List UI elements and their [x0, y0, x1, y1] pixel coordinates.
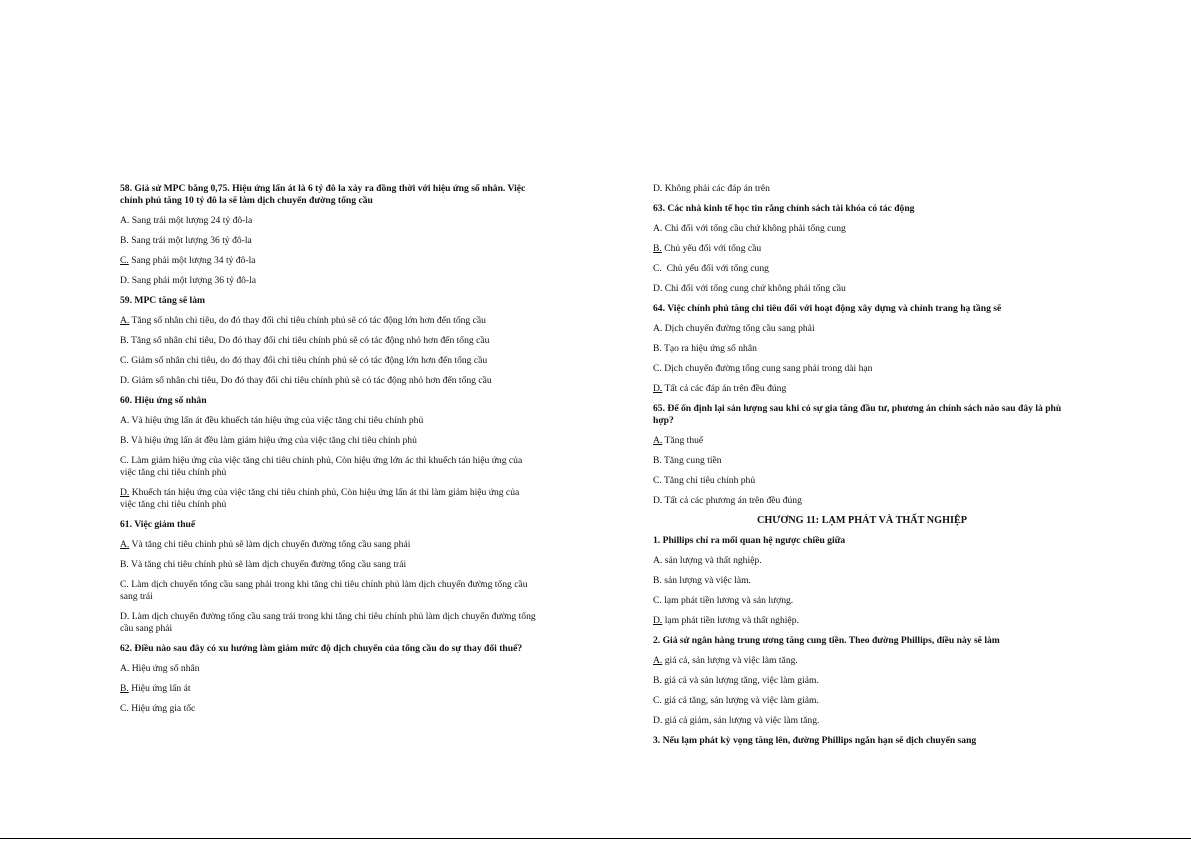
option-text: Chủ yếu đối với tổng cầu — [661, 243, 762, 254]
option-letter: D. — [653, 615, 663, 626]
option-letter: D. — [653, 283, 663, 294]
answer-option — [653, 455, 1071, 467]
question-text: 59. MPC tăng sẽ làm — [120, 295, 205, 306]
question-text: 64. Việc chính phủ tăng chi tiêu đối với hoạt động xây dựng và chỉnh trang hạ tầng sẽ — [653, 303, 1002, 314]
option-letter: D. — [120, 487, 130, 498]
answer-option — [653, 695, 1071, 707]
answer-option — [653, 363, 1071, 375]
answer-option — [120, 355, 536, 367]
option-letter: B. — [120, 683, 129, 694]
answer-option — [653, 715, 1071, 727]
option-text: Tất cả các phương án trên đều đúng — [662, 495, 802, 506]
option-text: Sang phải một lượng 36 tỷ đô-la — [129, 275, 257, 286]
answer-option — [653, 615, 1071, 627]
option-text: giá cả giảm, sản lượng và việc làm tăng. — [662, 715, 820, 726]
option-text: Dịch chuyển đường tổng cung sang phải trong dài hạn — [661, 363, 873, 374]
answer-option — [653, 475, 1071, 487]
option-letter: D. — [653, 383, 663, 394]
option-text: Và tăng chi tiêu chính phủ sẽ làm dịch chuyển đường tổng cầu sang trái — [128, 559, 407, 570]
option-letter: A. — [120, 415, 130, 426]
answer-option — [653, 595, 1071, 607]
option-text: Tất cả các đáp án trên đều đúng — [662, 383, 787, 394]
question-text: 62. Điều nào sau đây có xu hướng làm giảm mức độ dịch chuyển của tổng cầu do sự thay đổi thuế? — [120, 643, 523, 654]
question-text: 65. Để ổn định lại sản lượng sau khi có sự gia tăng đầu tư, phương án chính sách nào sau đây là phù hợp? — [653, 403, 1062, 426]
option-letter: C. — [653, 263, 662, 274]
option-letter: C. — [120, 355, 129, 366]
answer-option — [653, 323, 1071, 335]
option-letter: C. — [653, 363, 662, 374]
option-text: Làm dịch chuyển đường tổng cầu sang trái trong khi tăng chi tiêu chính phủ làm dịch chuyển đường tổng cầu sang phải — [120, 611, 539, 634]
answer-option — [653, 243, 1071, 255]
answer-option — [120, 539, 536, 551]
option-letter: C. — [120, 255, 129, 266]
answer-option — [653, 555, 1071, 567]
option-letter: A. — [120, 663, 130, 674]
answer-option — [120, 435, 536, 447]
option-text: Sang trái một lượng 36 tỷ đô-la — [128, 235, 252, 246]
answer-option — [120, 275, 536, 287]
option-text: sản lượng và việc làm. — [661, 575, 751, 586]
option-letter: B. — [120, 559, 129, 570]
answer-option — [653, 283, 1071, 295]
option-text: Chỉ đối với tổng cung chứ không phải tổng cầu — [662, 283, 846, 294]
option-text: Và tăng chi tiêu chính phủ sẽ làm dịch chuyển đường tổng cầu sang phải — [129, 539, 411, 550]
answer-option — [120, 315, 536, 327]
option-letter: D. — [653, 183, 663, 194]
option-text: lạm phát tiền lương và thất nghiệp. — [662, 615, 799, 626]
question-text: 61. Việc giảm thuế — [120, 519, 196, 530]
question-text: 3. Nếu lạm phát kỳ vọng tăng lên, đường Phillips ngắn hạn sẽ dịch chuyển sang — [653, 735, 977, 746]
option-letter: A. — [120, 539, 130, 550]
option-text: Và hiệu ứng lấn át đều làm giảm hiệu ứng của việc tăng chi tiêu chính phủ — [128, 435, 417, 446]
option-text: giá cả, sản lượng và việc làm tăng. — [662, 655, 798, 666]
option-letter: B. — [653, 575, 662, 586]
question-text: 1. Phillips chỉ ra mối quan hệ ngược chiều giữa — [653, 535, 846, 546]
option-text: Giảm số nhân chi tiêu, do đó thay đổi chi tiêu chính phủ sẽ có tác động lớn hơn đến tổng cầu — [128, 355, 488, 366]
option-text: Sang phải một lượng 34 tỷ đô-la — [128, 255, 256, 266]
option-text: Làm dịch chuyển tổng cầu sang phải trong khi tăng chi tiêu chính phủ làm dịch chuyển đường tổng cầu sang trái — [120, 579, 530, 602]
option-text: Chỉ đối với tổng cầu chứ không phải tổng cung — [662, 223, 846, 234]
option-letter: A. — [653, 323, 663, 334]
answer-option — [120, 703, 536, 715]
option-text: Và hiệu ứng lấn át đều khuếch tán hiệu ứng của việc tăng chi tiêu chính phủ — [129, 415, 424, 426]
page-bottom-border — [0, 838, 1191, 839]
answer-option — [120, 579, 536, 603]
option-letter: A. — [120, 315, 130, 326]
option-letter: A. — [653, 223, 663, 234]
answer-option — [120, 375, 536, 387]
option-text: Chủ yếu đối với tổng cung — [661, 263, 769, 274]
answer-option — [653, 575, 1071, 587]
option-letter: B. — [653, 243, 662, 254]
option-letter: B. — [653, 343, 662, 354]
option-letter: A. — [653, 655, 663, 666]
answer-option — [653, 655, 1071, 667]
option-letter: D. — [120, 611, 130, 622]
answer-option — [653, 495, 1071, 507]
option-text: Làm giảm hiệu ứng của việc tăng chi tiêu chính phủ, Còn hiệu ứng lớn ác thì khuếch tán hiệu ứng của việc tăng chi tiêu chính phủ — [120, 455, 525, 478]
option-text: Hiệu ứng lấn át — [128, 683, 191, 694]
answer-option — [120, 215, 536, 227]
option-text: lạm phát tiền lương và sản lượng. — [661, 595, 794, 606]
answer-option — [653, 183, 1071, 195]
answer-option — [653, 383, 1071, 395]
option-letter: D. — [653, 715, 663, 726]
question-text: 2. Giả sử ngân hàng trung ương tăng cung tiền. Theo đường Phillips, điều này sẽ làm — [653, 635, 1000, 646]
answer-option — [653, 223, 1071, 235]
option-letter: D. — [653, 495, 663, 506]
question-text: 60. Hiệu ứng số nhân — [120, 395, 207, 406]
option-text: Tăng số nhân chi tiêu, Do đó thay đổi chi tiêu chính phủ sẽ có tác động nhỏ hơn đến tổng cầu — [128, 335, 490, 346]
option-letter: A. — [653, 435, 663, 446]
option-text: Tăng chi tiêu chính phủ — [661, 475, 756, 486]
answer-option — [120, 415, 536, 427]
option-text: Không phải các đáp án trên — [662, 183, 770, 194]
answer-option — [653, 343, 1071, 355]
option-letter: A. — [653, 555, 663, 566]
question-text: 58. Giả sử MPC bằng 0,75. Hiệu ứng lấn át là 6 tỷ đô la xảy ra đồng thời với hiệu ứng số nhân. Việc chính phủ tăng 10 tỷ đô la sẽ làm dịch chuyển đường tổng cầu — [120, 183, 526, 206]
option-text: Sang trái một lượng 24 tỷ đô-la — [129, 215, 253, 226]
left-column — [120, 183, 539, 723]
option-text: giá cả tăng, sản lượng và việc làm giảm. — [661, 695, 819, 706]
option-letter: B. — [653, 455, 662, 466]
option-text: Tăng cung tiền — [661, 455, 722, 466]
answer-option — [120, 487, 536, 511]
answer-option — [120, 255, 536, 267]
option-letter: C. — [653, 695, 662, 706]
answer-option — [120, 335, 536, 347]
answer-option — [120, 663, 536, 675]
answer-option — [120, 683, 536, 695]
option-text: Giảm số nhân chi tiêu, Do đó thay đổi chi tiêu chính phủ sẽ có tác động nhỏ hơn đến tổng cầu — [129, 375, 492, 386]
option-text: Hiệu ứng số nhân — [129, 663, 200, 674]
right-column — [653, 183, 1071, 755]
answer-option — [120, 235, 536, 247]
option-letter: D. — [120, 375, 130, 386]
option-letter: C. — [653, 595, 662, 606]
option-text: Dịch chuyển đường tổng cầu sang phải — [662, 323, 815, 334]
option-text: Khuếch tán hiệu ứng của việc tăng chi tiêu chính phủ, Còn hiệu ứng lấn át thì làm giảm hiệu ứng của việc tăng chi tiêu chính phủ — [120, 487, 522, 510]
chapter-heading: CHƯƠNG 11: LẠM PHÁT VÀ THẤT NGHIỆP — [757, 515, 967, 526]
option-text: Hiệu ứng gia tốc — [128, 703, 196, 714]
option-letter: D. — [120, 275, 130, 286]
option-text: Tăng số nhân chi tiêu, do đó thay đổi chi tiêu chính phủ sẽ có tác động lớn hơn đến tổng cầu — [129, 315, 486, 326]
option-text: Tăng thuế — [662, 435, 704, 446]
answer-option — [653, 435, 1071, 447]
option-letter: C. — [653, 475, 662, 486]
answer-option — [653, 263, 1071, 275]
option-text: sản lượng và thất nghiệp. — [662, 555, 762, 566]
option-letter: B. — [120, 235, 129, 246]
option-letter: B. — [120, 435, 129, 446]
option-letter: C. — [120, 455, 129, 466]
option-letter: B. — [120, 335, 129, 346]
option-text: giá cả và sản lượng tăng, việc làm giảm. — [661, 675, 819, 686]
option-letter: C. — [120, 579, 129, 590]
answer-option — [120, 611, 539, 635]
option-letter: C. — [120, 703, 129, 714]
question-text: 63. Các nhà kinh tế học tin rằng chính sách tài khóa có tác động — [653, 203, 915, 214]
answer-option — [653, 675, 1071, 687]
option-letter: A. — [120, 215, 130, 226]
option-letter: B. — [653, 675, 662, 686]
answer-option — [120, 455, 536, 479]
answer-option — [120, 559, 536, 571]
option-text: Tạo ra hiệu ứng số nhân — [661, 343, 757, 354]
